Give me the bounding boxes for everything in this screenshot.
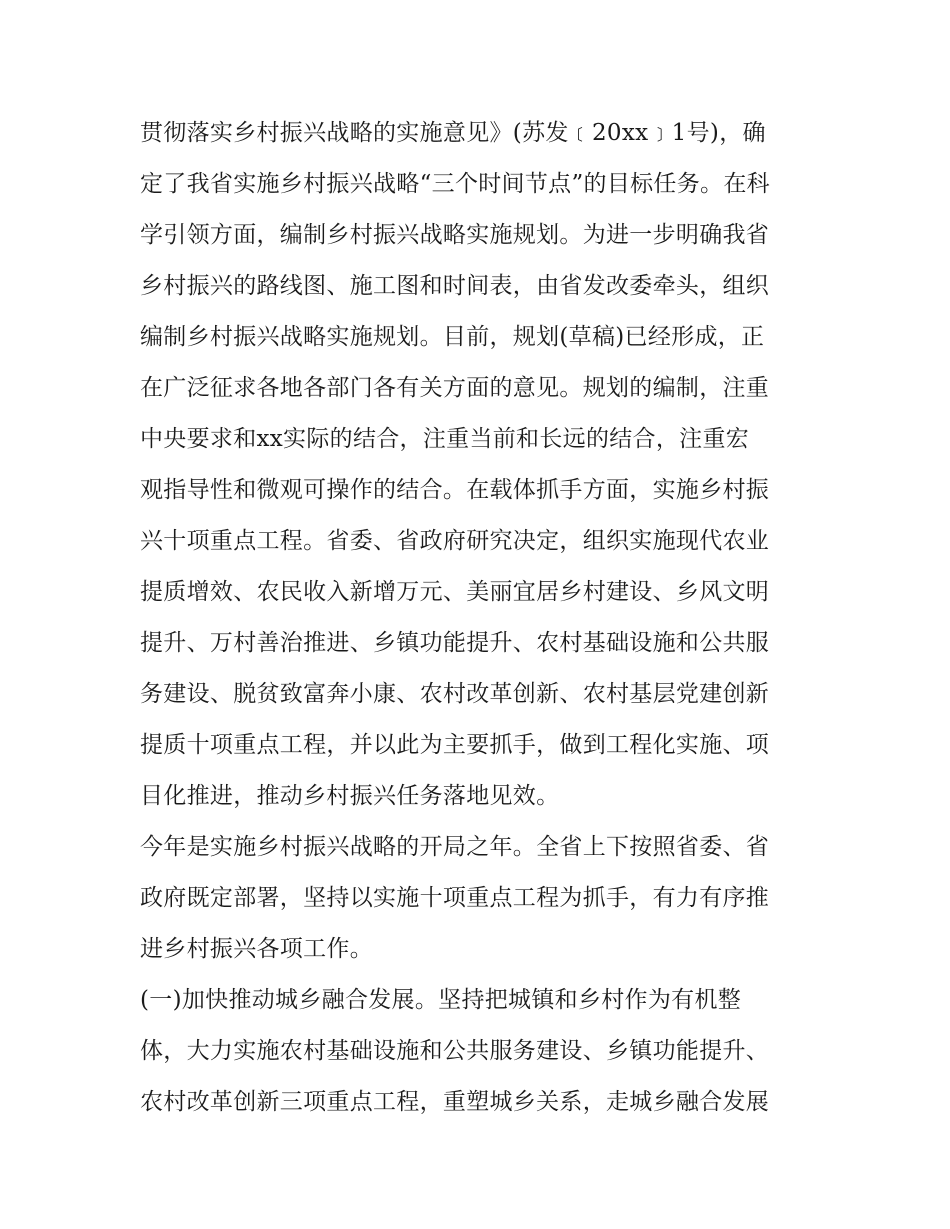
text-line-4: 乡村振兴的路线图、施工图和时间表，由省发改委牵头，组织 — [140, 273, 770, 299]
text-line-17: 进乡村振兴各项工作。 — [140, 936, 373, 962]
text-line-1: 贯彻落实乡村振兴战略的实施意见》(苏发﹝20xx﹞1号)，确 — [140, 120, 766, 146]
text-line-16: 政府既定部署，坚持以实施十项重点工程为抓手，有力有序推 — [140, 885, 770, 911]
text-line-8: 观指导性和微观可操作的结合。在载体抓手方面，实施乡村振 — [140, 477, 770, 503]
text-line-6: 在广泛征求各地各部门各有关方面的意见。规划的编制，注重 — [140, 375, 770, 401]
text-line-14: 目化推进，推动乡村振兴任务落地见效。 — [140, 783, 560, 809]
text-line-11: 提升、万村善治推进、乡镇功能提升、农村基础设施和公共服 — [140, 630, 770, 656]
text-line-2: 定了我省实施乡村振兴战略“三个时间节点”的目标任务。在科 — [140, 171, 770, 197]
text-line-19: 体，大力实施农村基础设施和公共服务建设、乡镇功能提升、 — [140, 1038, 770, 1064]
text-line-20: 农村改革创新三项重点工程，重塑城乡关系，走城乡融合发展 — [140, 1089, 770, 1115]
text-line-10: 提质增效、农民收入新增万元、美丽宜居乡村建设、乡风文明 — [140, 579, 770, 605]
text-line-15: 今年是实施乡村振兴战略的开局之年。全省上下按照省委、省 — [140, 834, 770, 860]
text-line-9: 兴十项重点工程。省委、省政府研究决定，组织实施现代农业 — [140, 528, 770, 554]
text-line-5: 编制乡村振兴战略实施规划。目前，规划(草稿)已经形成，正 — [140, 324, 765, 350]
text-line-3: 学引领方面，编制乡村振兴战略实施规划。为进一步明确我省 — [140, 222, 770, 248]
text-line-12: 务建设、脱贫致富奔小康、农村改革创新、农村基层党建创新 — [140, 681, 770, 707]
text-line-7: 中央要求和xx实际的结合，注重当前和长远的结合，注重宏 — [140, 426, 750, 452]
text-line-18: (一)加快推动城乡融合发展。坚持把城镇和乡村作为有机整 — [140, 987, 742, 1013]
document-body — [140, 108, 820, 1128]
text-line-13: 提质十项重点工程，并以此为主要抓手，做到工程化实施、项 — [140, 732, 770, 758]
